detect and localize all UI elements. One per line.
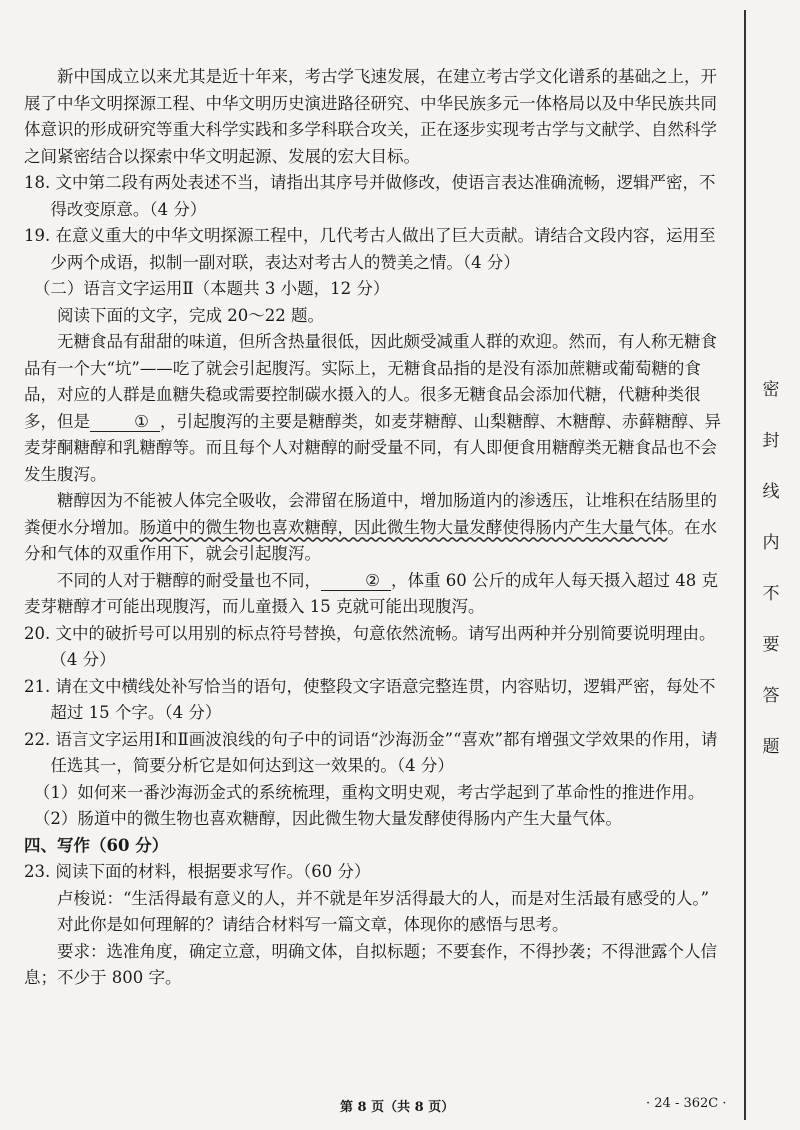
question-22-option-1: （1）如何来一番沙海沥金式的系统梳理，重构文明史观，考古学起到了革命性的推进作用。 xyxy=(33,782,705,802)
seal-char: 不 xyxy=(762,584,780,604)
blank-1[interactable]: ① xyxy=(90,413,160,432)
seal-char: 线 xyxy=(762,482,780,502)
seal-char: 封 xyxy=(762,431,780,451)
passage-sugar-p3-after: ，体重 60 公斤的成年人每天摄入超过 48 克麦芽糖醇才可能出现腹泻，而儿童摄入 15 克就可能出现腹泻。 xyxy=(24,570,718,616)
passage-sugar-p3 xyxy=(24,568,730,621)
seal-char: 题 xyxy=(762,737,780,757)
section-2-intro: 阅读下面的文字，完成 20～22 题。 xyxy=(57,305,324,325)
exam-code: · 24 - 362C · xyxy=(646,1096,727,1111)
section-2-title: （二）语言文字运用Ⅱ（本题共 3 小题，12 分） xyxy=(33,279,390,298)
question-18: 18. 文中第二段有两处表述不当，请指出其序号并做修改，使语言表达准确流畅，逻辑严密，不得改变原意。（4 分） xyxy=(24,173,716,219)
passage-sugar-p2-after: 。在水分和气体的双重作用下，就会引起腹泻。 xyxy=(24,517,717,563)
passage-sugar-p3-before: 不同的人对于糖醇的耐受量也不同， xyxy=(57,570,321,590)
exam-content xyxy=(24,64,730,992)
question-23-requirement: 要求：选准角度，确定立意，明确文体，自拟标题；不要套作，不得抄袭；不得泄露个人信息；不少于 800 字。 xyxy=(24,941,717,987)
seal-line xyxy=(744,10,746,1120)
seal-char: 答 xyxy=(762,686,780,706)
page-number: 第 8 页（共 8 页） xyxy=(340,1100,455,1115)
seal-char: 内 xyxy=(762,533,780,553)
seal-char: 要 xyxy=(762,635,780,655)
question-23: 23. 阅读下面的材料，根据要求写作。（60 分） xyxy=(24,862,371,881)
wavy-underlined-sentence: 肠道中的微生物也喜欢糖醇，因此微生物大量发酵使得肠内产生大量气体 xyxy=(139,517,668,537)
passage-sugar-p1-after: ，引起腹泻的主要是糖醇类，如麦芽糖醇、山梨糖醇、木糖醇、赤藓糖醇、异麦芽酮糖醇和乳糖醇等。而且每个人对糖醇的耐受量不同，有人即便食用糖醇类无糖食品也不会发生腹泻。 xyxy=(24,411,721,484)
question-21: 21. 请在文中横线处补写恰当的语句，使整段文字语意完整连贯，内容贴切，逻辑严密，每处不超过 15 个字。（4 分） xyxy=(24,676,716,722)
passage-sugar-p1-before: 无糖食品有甜甜的味道，但所含热量很低，因此颇受减重人群的欢迎。然而，有人称无糖食品有一个大“坑”——吃了就会引起腹泻。实际上，无糖食品指的是没有添加蔗糖或葡萄糖的食品，对应的人群是血糖失稳或需要控制碳水摄入的人。很多无糖食品会添加代糖，代糖种类很多，但是 xyxy=(24,332,717,431)
section-4-title: 四、写作（60 分） xyxy=(24,835,169,855)
question-22: 22. 语言文字运用Ⅰ和Ⅱ画波浪线的句子中的词语“沙海沥金”“喜欢”都有增强文学效果的作用，请任选其一，简要分析它是如何达到这一效果的。（4 分） xyxy=(24,729,718,775)
question-20: 20. 文中的破折号可以用别的标点符号替换，句意依然流畅。请写出两种并分别简要说明理由。（4 分） xyxy=(24,623,716,669)
seal-char: 密 xyxy=(762,380,780,400)
seal-line-sidebar xyxy=(744,0,800,1130)
passage-sugar-p2-before: 糖醇因为不能被人体完全吸收，会滞留在肠道中，增加肠道内的渗透压，让堆积在结肠里的粪便水分增加。 xyxy=(24,491,717,537)
question-19: 19. 在意义重大的中华文明探源工程中，几代考古人做出了巨大贡献。请结合文段内容，运用至少两个成语，拟制一副对联，表达对考古人的赞美之情。（4 分） xyxy=(24,226,716,272)
question-23-material: 卢梭说：“生活得最有意义的人，并不就是年岁活得最大的人，而是对生活最有感受的人。” xyxy=(57,888,710,908)
passage-sugar-p1 xyxy=(24,329,730,488)
passage-archaeology: 新中国成立以来尤其是近十年来，考古学飞速发展，在建立考古学文化谱系的基础之上，开展了中华文明探源工程、中华文明历史演进路径研究、中华民族多元一体格局以及中华民族共同体意识的形成研究等重大科学实践和多学科联合攻关，正在逐步实现考古学与文献学、自然科学之间紧密结合以探索中华文明起源、发展的宏大目标。 xyxy=(24,67,717,166)
blank-2[interactable]: ② xyxy=(321,572,391,591)
seal-notice xyxy=(756,375,786,783)
passage-sugar-p2 xyxy=(24,488,730,568)
question-23-task: 对此你是如何理解的？请结合材料写一篇文章，体现你的感悟与思考。 xyxy=(57,915,569,934)
question-22-option-2: （2）肠道中的微生物也喜欢糖醇，因此微生物大量发酵使得肠内产生大量气体。 xyxy=(33,809,622,828)
